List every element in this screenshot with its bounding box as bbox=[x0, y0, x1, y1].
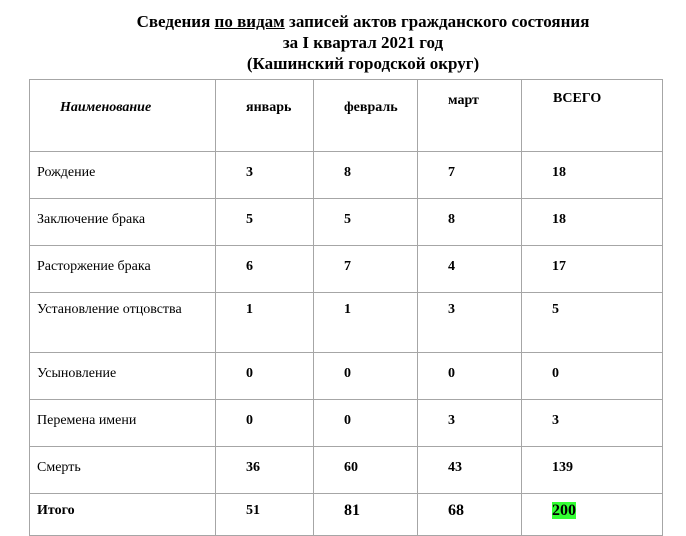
cell-march: 4 bbox=[418, 246, 522, 293]
cell-total: 18 bbox=[522, 199, 663, 246]
title-part-2: записей актов гражданского состояния bbox=[284, 12, 590, 31]
row-name: Смерть bbox=[30, 447, 216, 494]
row-name: Установление отцовства bbox=[30, 293, 216, 353]
cell-total: 18 bbox=[522, 152, 663, 199]
table-row bbox=[30, 353, 663, 400]
title-underlined: по видам bbox=[214, 12, 285, 31]
header-total: ВСЕГО bbox=[522, 80, 663, 152]
header-name: Наименование bbox=[30, 80, 216, 152]
table-row bbox=[30, 447, 663, 494]
total-label: Итого bbox=[30, 494, 216, 536]
cell-total: 3 bbox=[522, 400, 663, 447]
header-march: март bbox=[418, 80, 522, 152]
cell-january: 5 bbox=[216, 199, 314, 246]
cell-january: 3 bbox=[216, 152, 314, 199]
table-row bbox=[30, 293, 663, 353]
row-name: Перемена имени bbox=[30, 400, 216, 447]
cell-march: 7 bbox=[418, 152, 522, 199]
cell-february: 7 bbox=[314, 246, 418, 293]
title-part-1: Сведения bbox=[136, 12, 215, 31]
row-name: Заключение брака bbox=[30, 199, 216, 246]
table-row bbox=[30, 400, 663, 447]
header-january: январь bbox=[216, 80, 314, 152]
cell-february: 1 bbox=[314, 293, 418, 353]
cell-february: 8 bbox=[314, 152, 418, 199]
cell-january: 36 bbox=[216, 447, 314, 494]
total-february: 81 bbox=[314, 494, 418, 536]
cell-march: 3 bbox=[418, 400, 522, 447]
cell-total: 17 bbox=[522, 246, 663, 293]
cell-march: 0 bbox=[418, 353, 522, 400]
statistics-table bbox=[29, 79, 663, 536]
cell-february: 0 bbox=[314, 400, 418, 447]
cell-february: 60 bbox=[314, 447, 418, 494]
row-name: Усыновление bbox=[30, 353, 216, 400]
grand-total-value: 200 bbox=[552, 502, 576, 519]
cell-january: 0 bbox=[216, 353, 314, 400]
table-row bbox=[30, 152, 663, 199]
row-name: Рождение bbox=[30, 152, 216, 199]
cell-january: 6 bbox=[216, 246, 314, 293]
report-title-line-3: (Кашинский городской округ) bbox=[246, 54, 480, 73]
cell-march: 3 bbox=[418, 293, 522, 353]
report-title-line-2: за I квартал 2021 год bbox=[282, 33, 444, 52]
cell-february: 5 bbox=[314, 199, 418, 246]
header-february: февраль bbox=[314, 80, 418, 152]
cell-total: 139 bbox=[522, 447, 663, 494]
cell-january: 1 bbox=[216, 293, 314, 353]
total-grand-cell bbox=[522, 494, 663, 536]
table-row bbox=[30, 246, 663, 293]
cell-total: 0 bbox=[522, 353, 663, 400]
cell-march: 8 bbox=[418, 199, 522, 246]
report-title-line-1 bbox=[20, 11, 686, 32]
cell-march: 43 bbox=[418, 447, 522, 494]
cell-february: 0 bbox=[314, 353, 418, 400]
total-january: 51 bbox=[216, 494, 314, 536]
table-header-row bbox=[30, 80, 663, 152]
row-name: Расторжение брака bbox=[30, 246, 216, 293]
table-total-row bbox=[30, 494, 663, 536]
cell-total: 5 bbox=[522, 293, 663, 353]
table-row bbox=[30, 199, 663, 246]
total-march: 68 bbox=[418, 494, 522, 536]
cell-january: 0 bbox=[216, 400, 314, 447]
